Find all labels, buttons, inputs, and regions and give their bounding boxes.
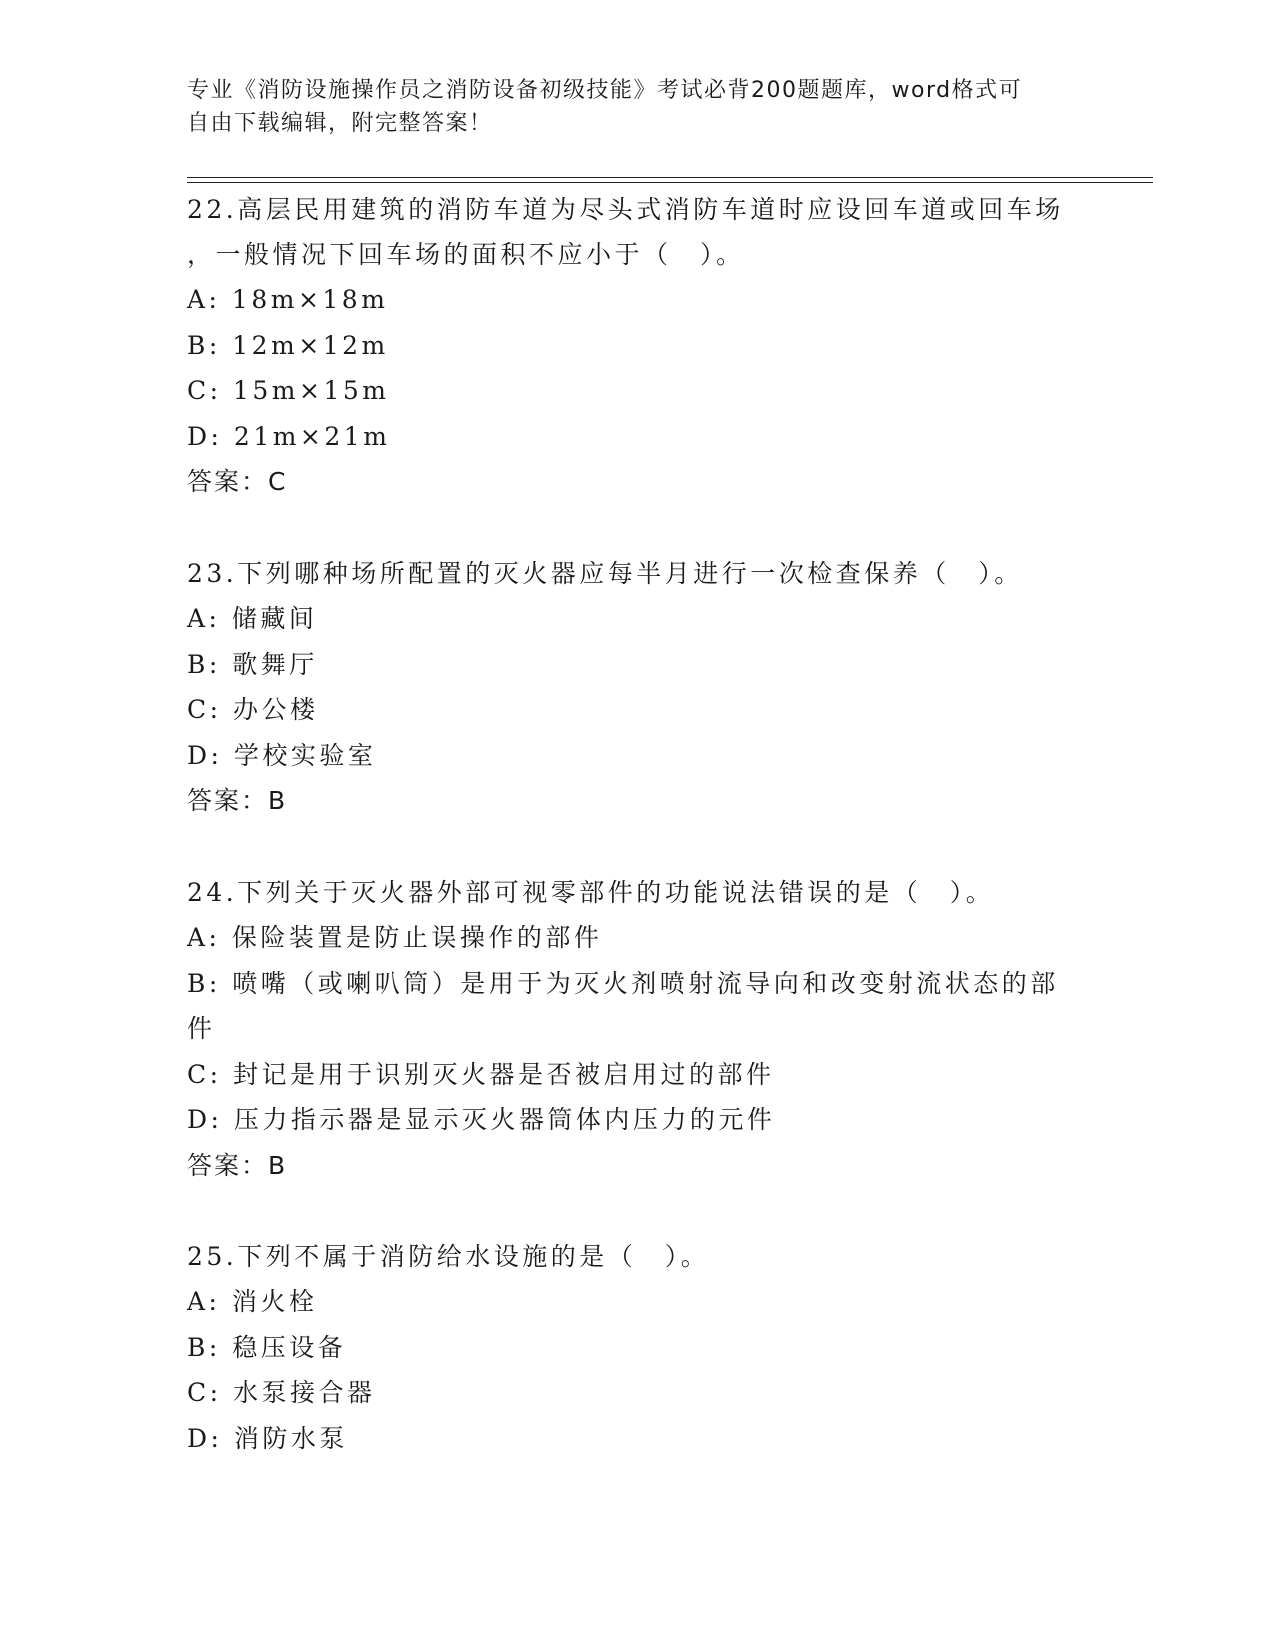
header-line-1: 专业《消防设施操作员之消防设备初级技能》考试必背200题题库，word格式可: [187, 78, 1023, 103]
header-divider-bottom: [187, 182, 1153, 183]
answer: 答案：B: [187, 786, 288, 815]
option-a: A: 储藏间: [187, 604, 318, 633]
option-d: D: 21m×21m: [187, 421, 391, 451]
option-b: B: 喷嘴（或喇叭筒）是用于为灭火剂喷射流导向和改变射流状态的部: [187, 968, 1059, 998]
question-25: [187, 1234, 1087, 1461]
option-b: B: 12m×12m: [187, 330, 389, 360]
question-22: [187, 187, 1087, 504]
option-c: C: 水泵接合器: [187, 1378, 376, 1407]
header-line-2: 自由下载编辑，附完整答案！: [187, 111, 493, 136]
option-c: C: 15m×15m: [187, 376, 390, 405]
option-c: C: 办公楼: [187, 695, 319, 724]
header-divider-top: [187, 177, 1153, 178]
option-b: B: 稳压设备: [187, 1332, 347, 1362]
question-stem: 22.高层民用建筑的消防车道为尽头式消防车道时应设回车道或回车场: [187, 195, 1064, 224]
question-stem: 24.下列关于灭火器外部可视零部件的功能说法错误的是（ ）。: [187, 878, 995, 907]
question-stem: 23.下列哪种场所配置的灭火器应每半月进行一次检查保养（ ）。: [187, 559, 1023, 588]
option-b: B: 歌舞厅: [187, 649, 318, 679]
option-d: D: 压力指示器是显示灭火器筒体内压力的元件: [187, 1105, 776, 1134]
question-stem-continued: ，一般情况下回车场的面积不应小于（ ）。: [187, 240, 745, 269]
option-b-continued: 件: [187, 1014, 216, 1043]
answer: 答案：B: [187, 1150, 288, 1180]
document-header: [187, 74, 1067, 140]
option-a: A: 保险装置是防止误操作的部件: [187, 923, 603, 952]
option-d: D: 学校实验室: [187, 740, 377, 770]
option-a: A: 消火栓: [187, 1287, 318, 1316]
answer: 答案：C: [187, 467, 288, 496]
option-d: D: 消防水泵: [187, 1423, 348, 1453]
option-c: C: 封记是用于识别灭火器是否被启用过的部件: [187, 1059, 775, 1089]
question-24: [187, 870, 1087, 1188]
option-a: A: 18m×18m: [187, 285, 389, 314]
question-23: [187, 551, 1087, 823]
question-stem: 25.下列不属于消防给水设施的是（ ）。: [187, 1242, 710, 1271]
